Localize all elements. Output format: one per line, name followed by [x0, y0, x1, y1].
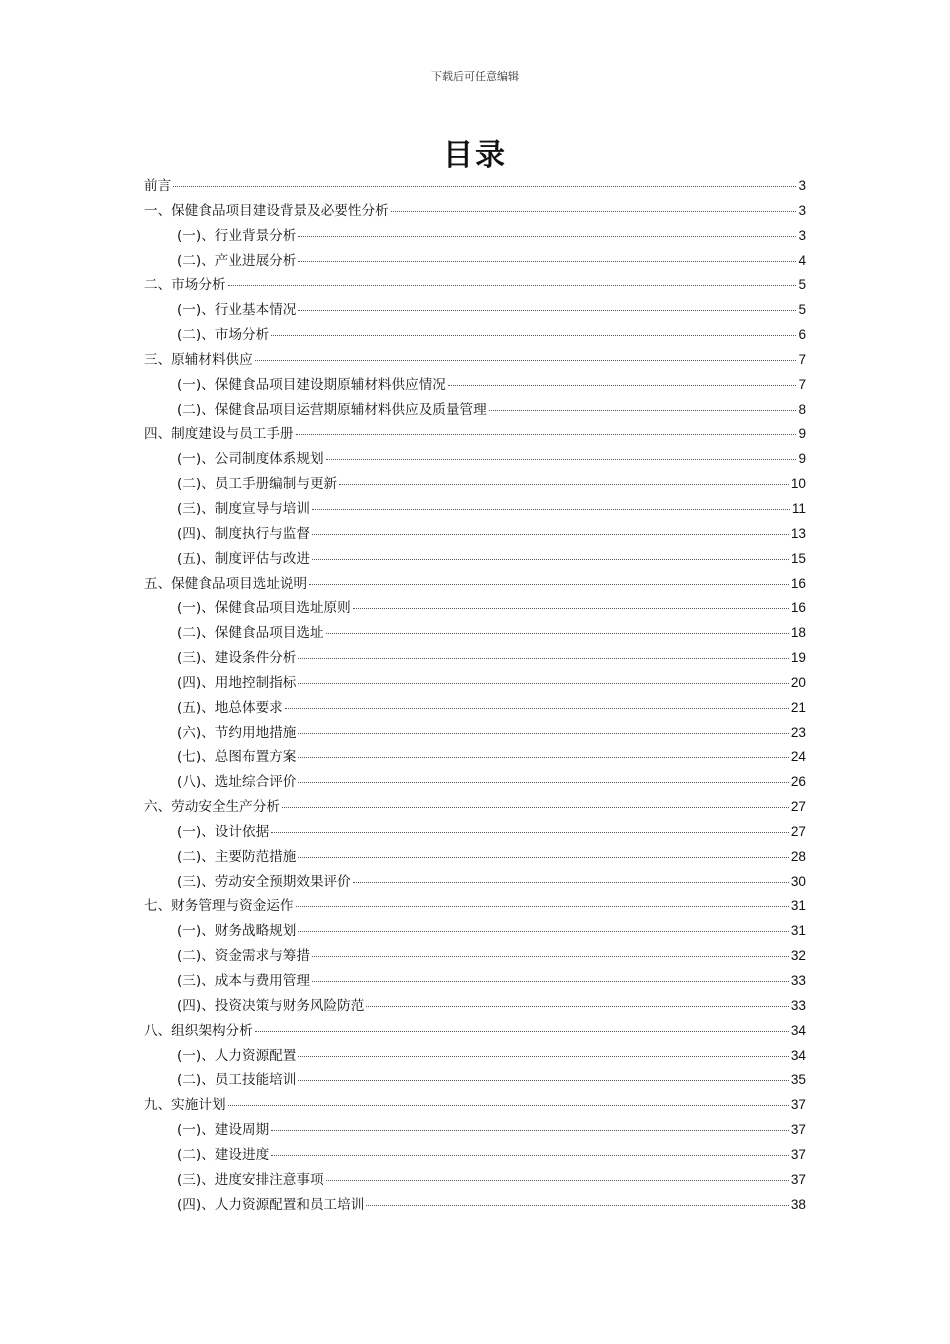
toc-entry-page: 18 [790, 625, 806, 641]
toc-entry-page: 10 [790, 476, 806, 492]
toc-leader-dots [298, 644, 789, 659]
toc-entry-text: (一)、保健食品项目建设期原辅材料供应情况 [177, 376, 446, 393]
toc-entry[interactable] [144, 969, 806, 994]
toc-entry[interactable] [144, 174, 806, 199]
toc-entry[interactable] [144, 1118, 806, 1143]
toc-leader-dots [298, 769, 789, 784]
toc-entry[interactable] [144, 870, 806, 895]
toc-entry[interactable] [144, 348, 806, 373]
toc-entry-text: (一)、行业基本情况 [177, 302, 297, 319]
toc-entry[interactable] [144, 522, 806, 547]
toc-entry-text: (一)、行业背景分析 [177, 227, 297, 244]
toc-entry[interactable] [144, 1093, 806, 1118]
toc-leader-dots [448, 371, 797, 386]
toc-entry-page: 5 [798, 277, 806, 293]
toc-leader-dots [298, 719, 789, 734]
toc-leader-dots [326, 446, 797, 461]
toc-entry[interactable] [144, 224, 806, 249]
toc-entry[interactable] [144, 422, 806, 447]
toc-entry-text: (四)、投资决策与财务风险防范 [177, 997, 365, 1014]
toc-entry-page: 19 [790, 650, 806, 666]
toc-entry[interactable] [144, 994, 806, 1019]
toc-entry-page: 16 [790, 600, 806, 616]
toc-entry-page: 26 [790, 774, 806, 790]
toc-entry-page: 27 [790, 823, 806, 839]
toc-entry-text: (二)、建设进度 [177, 1146, 270, 1163]
toc-leader-dots [298, 744, 789, 759]
toc-entry-page: 35 [790, 1072, 806, 1088]
toc-leader-dots [271, 321, 796, 336]
toc-entry[interactable] [144, 497, 806, 522]
toc-entry-text: 五、保健食品项目选址说明 [144, 575, 308, 592]
toc-entry-page: 23 [790, 724, 806, 740]
toc-entry-text: (五)、制度评估与改进 [177, 550, 310, 567]
toc-entry[interactable] [144, 1044, 806, 1069]
toc-entry[interactable] [144, 795, 806, 820]
toc-entry[interactable] [144, 745, 806, 770]
toc-entry[interactable] [144, 845, 806, 870]
toc-entry-page: 37 [790, 1171, 806, 1187]
toc-entry[interactable] [144, 721, 806, 746]
toc-entry[interactable] [144, 919, 806, 944]
toc-entry-text: (五)、地总体要求 [177, 699, 283, 716]
toc-leader-dots [298, 918, 789, 933]
toc-leader-dots [298, 297, 796, 312]
toc-entry-text: (二)、员工技能培训 [177, 1072, 297, 1089]
toc-entry-text: (二)、保健食品项目运营期原辅材料供应及质量管理 [177, 401, 487, 418]
toc-entry[interactable] [144, 1068, 806, 1093]
toc-entry[interactable] [144, 770, 806, 795]
toc-entry-page: 7 [798, 376, 806, 392]
toc-entry[interactable] [144, 547, 806, 572]
toc-leader-dots [296, 421, 797, 436]
toc-entry-page: 6 [798, 327, 806, 343]
toc-entry-text: (一)、公司制度体系规划 [177, 451, 324, 468]
toc-leader-dots [326, 620, 789, 635]
toc-entry-text: (六)、节约用地措施 [177, 724, 297, 741]
toc-entry-text: (三)、进度安排注意事项 [177, 1171, 324, 1188]
toc-entry[interactable] [144, 373, 806, 398]
toc-entry-text: (二)、资金需求与筹措 [177, 948, 310, 965]
toc-leader-dots [312, 545, 789, 560]
toc-entry-text: 三、原辅材料供应 [144, 351, 253, 368]
toc-entry-page: 21 [790, 699, 806, 715]
toc-entry-text: (二)、主要防范措施 [177, 848, 297, 865]
toc-leader-dots [298, 669, 789, 684]
toc-entry[interactable] [144, 820, 806, 845]
toc-leader-dots [271, 1141, 789, 1156]
toc-leader-dots [296, 893, 789, 908]
toc-entry-page: 9 [798, 451, 806, 467]
toc-leader-dots [271, 1116, 789, 1131]
toc-entry[interactable] [144, 894, 806, 919]
toc-entry[interactable] [144, 621, 806, 646]
toc-entry-text: (八)、选址综合评价 [177, 774, 297, 791]
toc-leader-dots [366, 992, 789, 1007]
toc-entry-page: 31 [790, 898, 806, 914]
toc-entry-text: (四)、用地控制指标 [177, 674, 297, 691]
toc-leader-dots [366, 1191, 789, 1206]
toc-entry-text: (二)、产业进展分析 [177, 252, 297, 269]
toc-entry[interactable] [144, 323, 806, 348]
toc-entry-text: (三)、制度宣导与培训 [177, 500, 310, 517]
toc-entry-page: 27 [790, 799, 806, 815]
toc-leader-dots [312, 520, 789, 535]
toc-entry-text: (四)、人力资源配置和员工培训 [177, 1196, 365, 1213]
toc-leader-dots [312, 495, 790, 510]
toc-entry-text: 一、保健食品项目建设背景及必要性分析 [144, 202, 389, 219]
table-of-contents [144, 174, 806, 1217]
toc-leader-dots [298, 1042, 789, 1057]
toc-entry-text: (二)、员工手册编制与更新 [177, 476, 338, 493]
toc-entry-page: 4 [798, 252, 806, 268]
toc-leader-dots [309, 570, 789, 585]
toc-entry-text: 二、市场分析 [144, 277, 226, 294]
toc-entry[interactable] [144, 1019, 806, 1044]
toc-entry-page: 7 [798, 351, 806, 367]
toc-leader-dots [255, 346, 797, 361]
toc-leader-dots [298, 222, 796, 237]
toc-entry-page: 37 [790, 1122, 806, 1138]
toc-entry-text: (七)、总图布置方案 [177, 749, 297, 766]
toc-entry[interactable] [144, 249, 806, 274]
toc-entry[interactable] [144, 298, 806, 323]
toc-entry[interactable] [144, 1143, 806, 1168]
toc-entry-text: (三)、成本与费用管理 [177, 973, 310, 989]
toc-entry-text: 九、实施计划 [144, 1097, 226, 1114]
toc-entry-page: 11 [791, 500, 806, 516]
toc-leader-dots [298, 843, 789, 858]
toc-entry[interactable] [144, 398, 806, 423]
toc-entry-text: (二)、市场分析 [177, 327, 270, 344]
toc-leader-dots [228, 272, 797, 287]
toc-leader-dots [298, 247, 796, 262]
toc-entry-page: 33 [790, 997, 806, 1013]
toc-entry-page: 30 [790, 873, 806, 889]
toc-entry-text: 前言 [144, 178, 172, 194]
toc-leader-dots [255, 1017, 789, 1032]
toc-entry[interactable] [144, 696, 806, 721]
toc-entry[interactable] [144, 1193, 806, 1218]
toc-entry-page: 13 [790, 525, 806, 541]
toc-entry[interactable] [144, 447, 806, 472]
toc-entry-page: 31 [790, 923, 806, 939]
toc-entry-text: (一)、设计依据 [177, 823, 270, 840]
toc-entry-text: (一)、财务战略规划 [177, 923, 297, 940]
toc-leader-dots [353, 868, 789, 883]
toc-leader-dots [489, 396, 797, 411]
toc-entry[interactable] [144, 596, 806, 621]
toc-leader-dots [285, 694, 789, 709]
toc-entry[interactable] [144, 1168, 806, 1193]
toc-entry-page: 9 [798, 426, 806, 442]
toc-leader-dots [391, 197, 797, 212]
toc-entry[interactable] [144, 199, 806, 224]
toc-leader-dots [326, 1166, 789, 1181]
toc-leader-dots [173, 172, 796, 187]
toc-entry-page: 37 [790, 1097, 806, 1113]
toc-leader-dots [282, 794, 789, 809]
toc-entry-text: 四、制度建设与员工手册 [144, 426, 294, 443]
toc-entry-text: (一)、人力资源配置 [177, 1047, 297, 1064]
toc-entry[interactable] [144, 944, 806, 969]
toc-title: 目录 [443, 138, 507, 173]
toc-entry[interactable] [144, 572, 806, 597]
toc-entry-page: 15 [790, 550, 806, 566]
toc-entry-page: 32 [790, 948, 806, 964]
toc-entry-page: 28 [790, 848, 806, 864]
toc-leader-dots [312, 967, 789, 982]
toc-leader-dots [298, 1067, 789, 1082]
toc-leader-dots [312, 943, 789, 958]
toc-entry[interactable] [144, 273, 806, 298]
toc-entry-page: 37 [790, 1146, 806, 1162]
toc-leader-dots [353, 595, 789, 610]
toc-entry-text: (三)、建设条件分析 [177, 650, 297, 667]
toc-entry-text: 六、劳动安全生产分析 [144, 799, 280, 816]
toc-entry-page: 3 [798, 227, 806, 243]
toc-entry[interactable] [144, 472, 806, 497]
toc-leader-dots [228, 1092, 789, 1107]
toc-entry-page: 5 [798, 302, 806, 318]
toc-entry[interactable] [144, 671, 806, 696]
toc-entry-page: 34 [790, 1022, 806, 1038]
toc-entry-page: 20 [790, 674, 806, 690]
toc-entry-text: 七、财务管理与资金运作 [144, 898, 294, 915]
toc-entry-page: 24 [790, 749, 806, 765]
toc-entry-page: 33 [790, 973, 806, 988]
toc-entry-page: 38 [790, 1196, 806, 1212]
toc-leader-dots [339, 471, 789, 486]
toc-leader-dots [271, 818, 789, 833]
toc-entry-page: 8 [798, 401, 806, 417]
toc-entry[interactable] [144, 646, 806, 671]
toc-entry-text: (二)、保健食品项目选址 [177, 625, 324, 642]
toc-entry-page: 34 [790, 1047, 806, 1063]
header-note: 下载后可任意编辑 [431, 70, 519, 83]
toc-entry-page: 16 [790, 575, 806, 591]
toc-entry-text: (三)、劳动安全预期效果评价 [177, 873, 351, 890]
toc-entry-text: (四)、制度执行与监督 [177, 525, 310, 542]
toc-entry-text: (一)、建设周期 [177, 1122, 270, 1139]
toc-entry-page: 3 [798, 202, 806, 218]
toc-entry-page: 3 [798, 178, 806, 193]
toc-entry-text: (一)、保健食品项目选址原则 [177, 600, 351, 617]
toc-entry-text: 八、组织架构分析 [144, 1022, 253, 1039]
